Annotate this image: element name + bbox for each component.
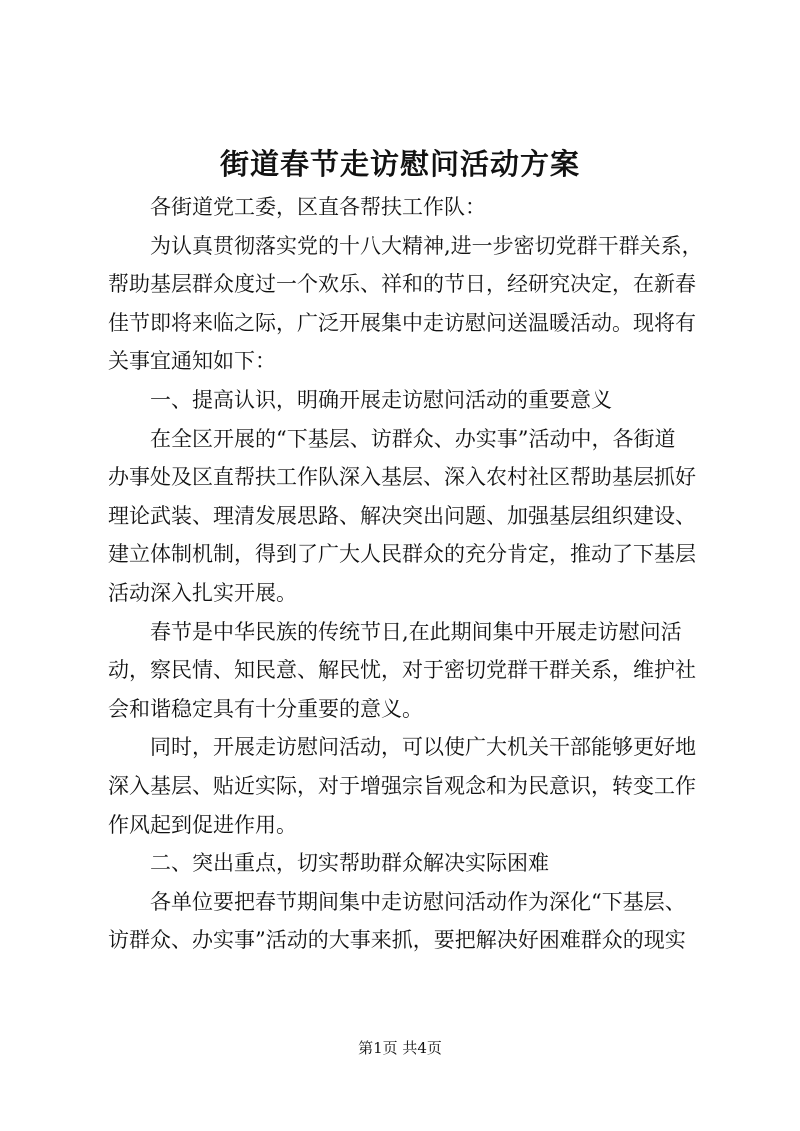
text-line: 帮助基层群众度过一个欢乐、祥和的节日，经研究决定，在新春 [108, 272, 696, 297]
text-line: 在全区开展的“下基层、访群众、办实事”活动中，各街道 [150, 426, 676, 451]
text-line: 会和谐稳定具有十分重要的意义。 [108, 696, 423, 721]
text-line: 访群众、办实事”活动的大事来抓，要把解决好困难群众的现实 [108, 928, 686, 953]
text-line: 佳节即将来临之际，广泛开展集中走访慰问送温暖活动。现将有 [108, 310, 696, 335]
document-body [108, 188, 714, 960]
text-line: 深入基层、贴近实际，对于增强宗旨观念和为民意识，转变工作 [108, 773, 696, 798]
section-heading: 二、突出重点，切实帮助群众解决实际困难 [150, 851, 549, 876]
text-line: 为认真贯彻落实党的十八大精神,进一步密切党群干群关系， [150, 233, 703, 258]
page-footer: 第1页 共4页 [358, 1039, 442, 1057]
text-line: 关事宜通知如下： [108, 349, 276, 374]
text-line: 理论武装、理清发展思路、解决突出问题、加强基层组织建设、 [108, 503, 696, 528]
section-heading: 一、提高认识，明确开展走访慰问活动的重要意义 [150, 387, 612, 412]
text-line: 建立体制机制，得到了广大人民群众的充分肯定，推动了下基层 [108, 542, 696, 567]
page-title: 街道春节走访慰问活动方案 [219, 147, 580, 181]
text-line: 同时，开展走访慰问活动，可以使广大机关干部能够更好地 [150, 735, 696, 760]
text-line: 办事处及区直帮扶工作队深入基层、深入农村社区帮助基层抓好 [108, 465, 696, 490]
text-line: 作风起到促进作用。 [108, 812, 297, 837]
text-line: 动，察民情、知民意、解民忧，对于密切党群干群关系，维护社 [108, 658, 696, 683]
text-line: 活动深入扎实开展。 [108, 580, 297, 605]
text-line: 各单位要把春节期间集中走访慰问活动作为深化“下基层、 [150, 889, 686, 914]
text-line: 春节是中华民族的传统节日,在此期间集中开展走访慰问活 [150, 619, 682, 644]
text-line: 各街道党工委，区直各帮扶工作队： [150, 195, 486, 219]
